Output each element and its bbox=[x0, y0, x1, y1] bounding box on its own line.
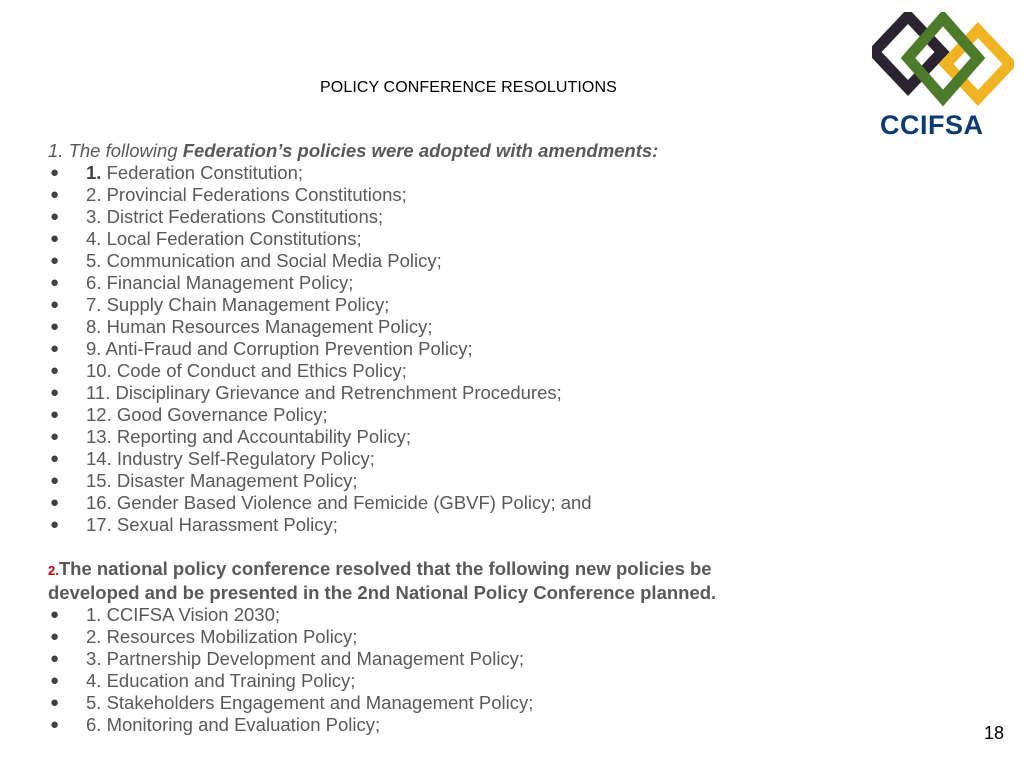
list-item bbox=[48, 648, 848, 670]
list-item bbox=[48, 404, 848, 426]
section2-heading bbox=[48, 558, 848, 604]
section1-heading-prefix: 1. The following bbox=[48, 140, 183, 161]
bullet-icon: ● bbox=[50, 472, 60, 489]
section2-heading-line1: The national policy conference resolved that the following new policies be bbox=[58, 558, 712, 579]
list-item bbox=[48, 426, 848, 448]
first-item-number: 1. bbox=[86, 162, 102, 183]
list-item-text: 9. Anti-Fraud and Corruption Prevention Policy; bbox=[86, 338, 473, 359]
list-item-text: 15. Disaster Management Policy; bbox=[86, 470, 358, 491]
bullet-icon: ● bbox=[50, 186, 60, 203]
logo-text: CCIFSA bbox=[880, 110, 984, 140]
list-item-text: 14. Industry Self-Regulatory Policy; bbox=[86, 448, 375, 469]
list-item-text: 3. Partnership Development and Management Policy; bbox=[86, 648, 525, 669]
bullet-icon: ● bbox=[50, 296, 60, 313]
list-item bbox=[48, 272, 848, 294]
page-number: 18 bbox=[984, 723, 1005, 743]
section2-heading-number: 2. bbox=[48, 563, 59, 578]
bullet-icon: ● bbox=[50, 494, 60, 511]
bullet-icon: ● bbox=[50, 428, 60, 445]
bullet-icon: ● bbox=[50, 450, 60, 467]
list-item bbox=[48, 714, 848, 736]
section1-heading-bold: Federation’s policies were adopted with amendments: bbox=[182, 140, 659, 161]
list-item bbox=[48, 626, 848, 648]
bullet-icon: ● bbox=[50, 208, 60, 225]
list-item bbox=[48, 184, 848, 206]
bullet-icon: ● bbox=[50, 340, 60, 357]
list-item bbox=[48, 206, 848, 228]
list-item-text: 2. Provincial Federations Constitutions; bbox=[86, 184, 407, 205]
resolutions-content bbox=[48, 140, 848, 736]
list-item-text: 4. Education and Training Policy; bbox=[86, 670, 356, 691]
list-item bbox=[48, 448, 848, 470]
bullet-icon: ● bbox=[50, 384, 60, 401]
bullet-icon: ● bbox=[50, 164, 60, 181]
list-item-text: 5. Communication and Social Media Policy; bbox=[86, 250, 442, 271]
new-policies-list bbox=[48, 604, 848, 736]
list-item bbox=[48, 162, 848, 184]
adopted-policies-list bbox=[48, 162, 848, 536]
bullet-icon: ● bbox=[50, 362, 60, 379]
list-item-text: 5. Stakeholders Engagement and Management Policy; bbox=[86, 692, 534, 713]
bullet-icon: ● bbox=[50, 672, 60, 689]
bullet-icon: ● bbox=[50, 716, 60, 733]
bullet-icon: ● bbox=[50, 516, 60, 533]
bullet-icon: ● bbox=[50, 252, 60, 269]
list-item bbox=[48, 228, 848, 250]
bullet-icon: ● bbox=[50, 318, 60, 335]
list-item bbox=[48, 470, 848, 492]
section-spacer bbox=[48, 536, 848, 558]
bullet-icon: ● bbox=[50, 650, 60, 667]
section2-heading-line2: developed and be presented in the 2nd National Policy Conference planned. bbox=[48, 582, 717, 603]
list-item bbox=[48, 692, 848, 714]
list-item-text: 6. Financial Management Policy; bbox=[86, 272, 354, 293]
bullet-icon: ● bbox=[50, 274, 60, 291]
list-item-text: 6. Monitoring and Evaluation Policy; bbox=[86, 714, 381, 735]
list-item bbox=[48, 294, 848, 316]
first-item-text: Federation Constitution; bbox=[101, 162, 303, 183]
bullet-icon: ● bbox=[50, 406, 60, 423]
bullet-icon: ● bbox=[50, 694, 60, 711]
list-item bbox=[48, 338, 848, 360]
list-item-text: 8. Human Resources Management Policy; bbox=[86, 316, 433, 337]
list-item-text: 10. Code of Conduct and Ethics Policy; bbox=[86, 360, 407, 381]
list-item bbox=[48, 514, 848, 536]
list-item-text: 12. Good Governance Policy; bbox=[86, 404, 328, 425]
list-item bbox=[48, 604, 848, 626]
slide-title: POLICY CONFERENCE RESOLUTIONS bbox=[320, 79, 617, 96]
list-item-text: 17. Sexual Harassment Policy; bbox=[86, 514, 338, 535]
list-item bbox=[48, 670, 848, 692]
list-item bbox=[48, 492, 848, 514]
list-item-text: 13. Reporting and Accountability Policy; bbox=[86, 426, 411, 447]
list-item bbox=[48, 316, 848, 338]
list-item-text: 2. Resources Mobilization Policy; bbox=[86, 626, 358, 647]
section1-heading bbox=[48, 140, 848, 162]
bullet-icon: ● bbox=[50, 628, 60, 645]
list-item-text: 16. Gender Based Violence and Femicide (GBVF) Policy; and bbox=[86, 492, 592, 513]
list-item-text: 11. Disciplinary Grievance and Retrenchment Procedures; bbox=[86, 382, 562, 403]
bullet-icon: ● bbox=[50, 230, 60, 247]
list-item-text: 3. District Federations Constitutions; bbox=[86, 206, 384, 227]
list-item bbox=[48, 382, 848, 404]
list-item-text: 4. Local Federation Constitutions; bbox=[86, 228, 362, 249]
list-item bbox=[48, 250, 848, 272]
bullet-icon: ● bbox=[50, 606, 60, 623]
list-item bbox=[48, 360, 848, 382]
list-item-text: 1. CCIFSA Vision 2030; bbox=[86, 604, 281, 625]
interlocking-diamonds-icon bbox=[872, 12, 1014, 110]
list-item-text: 7. Supply Chain Management Policy; bbox=[86, 294, 390, 315]
